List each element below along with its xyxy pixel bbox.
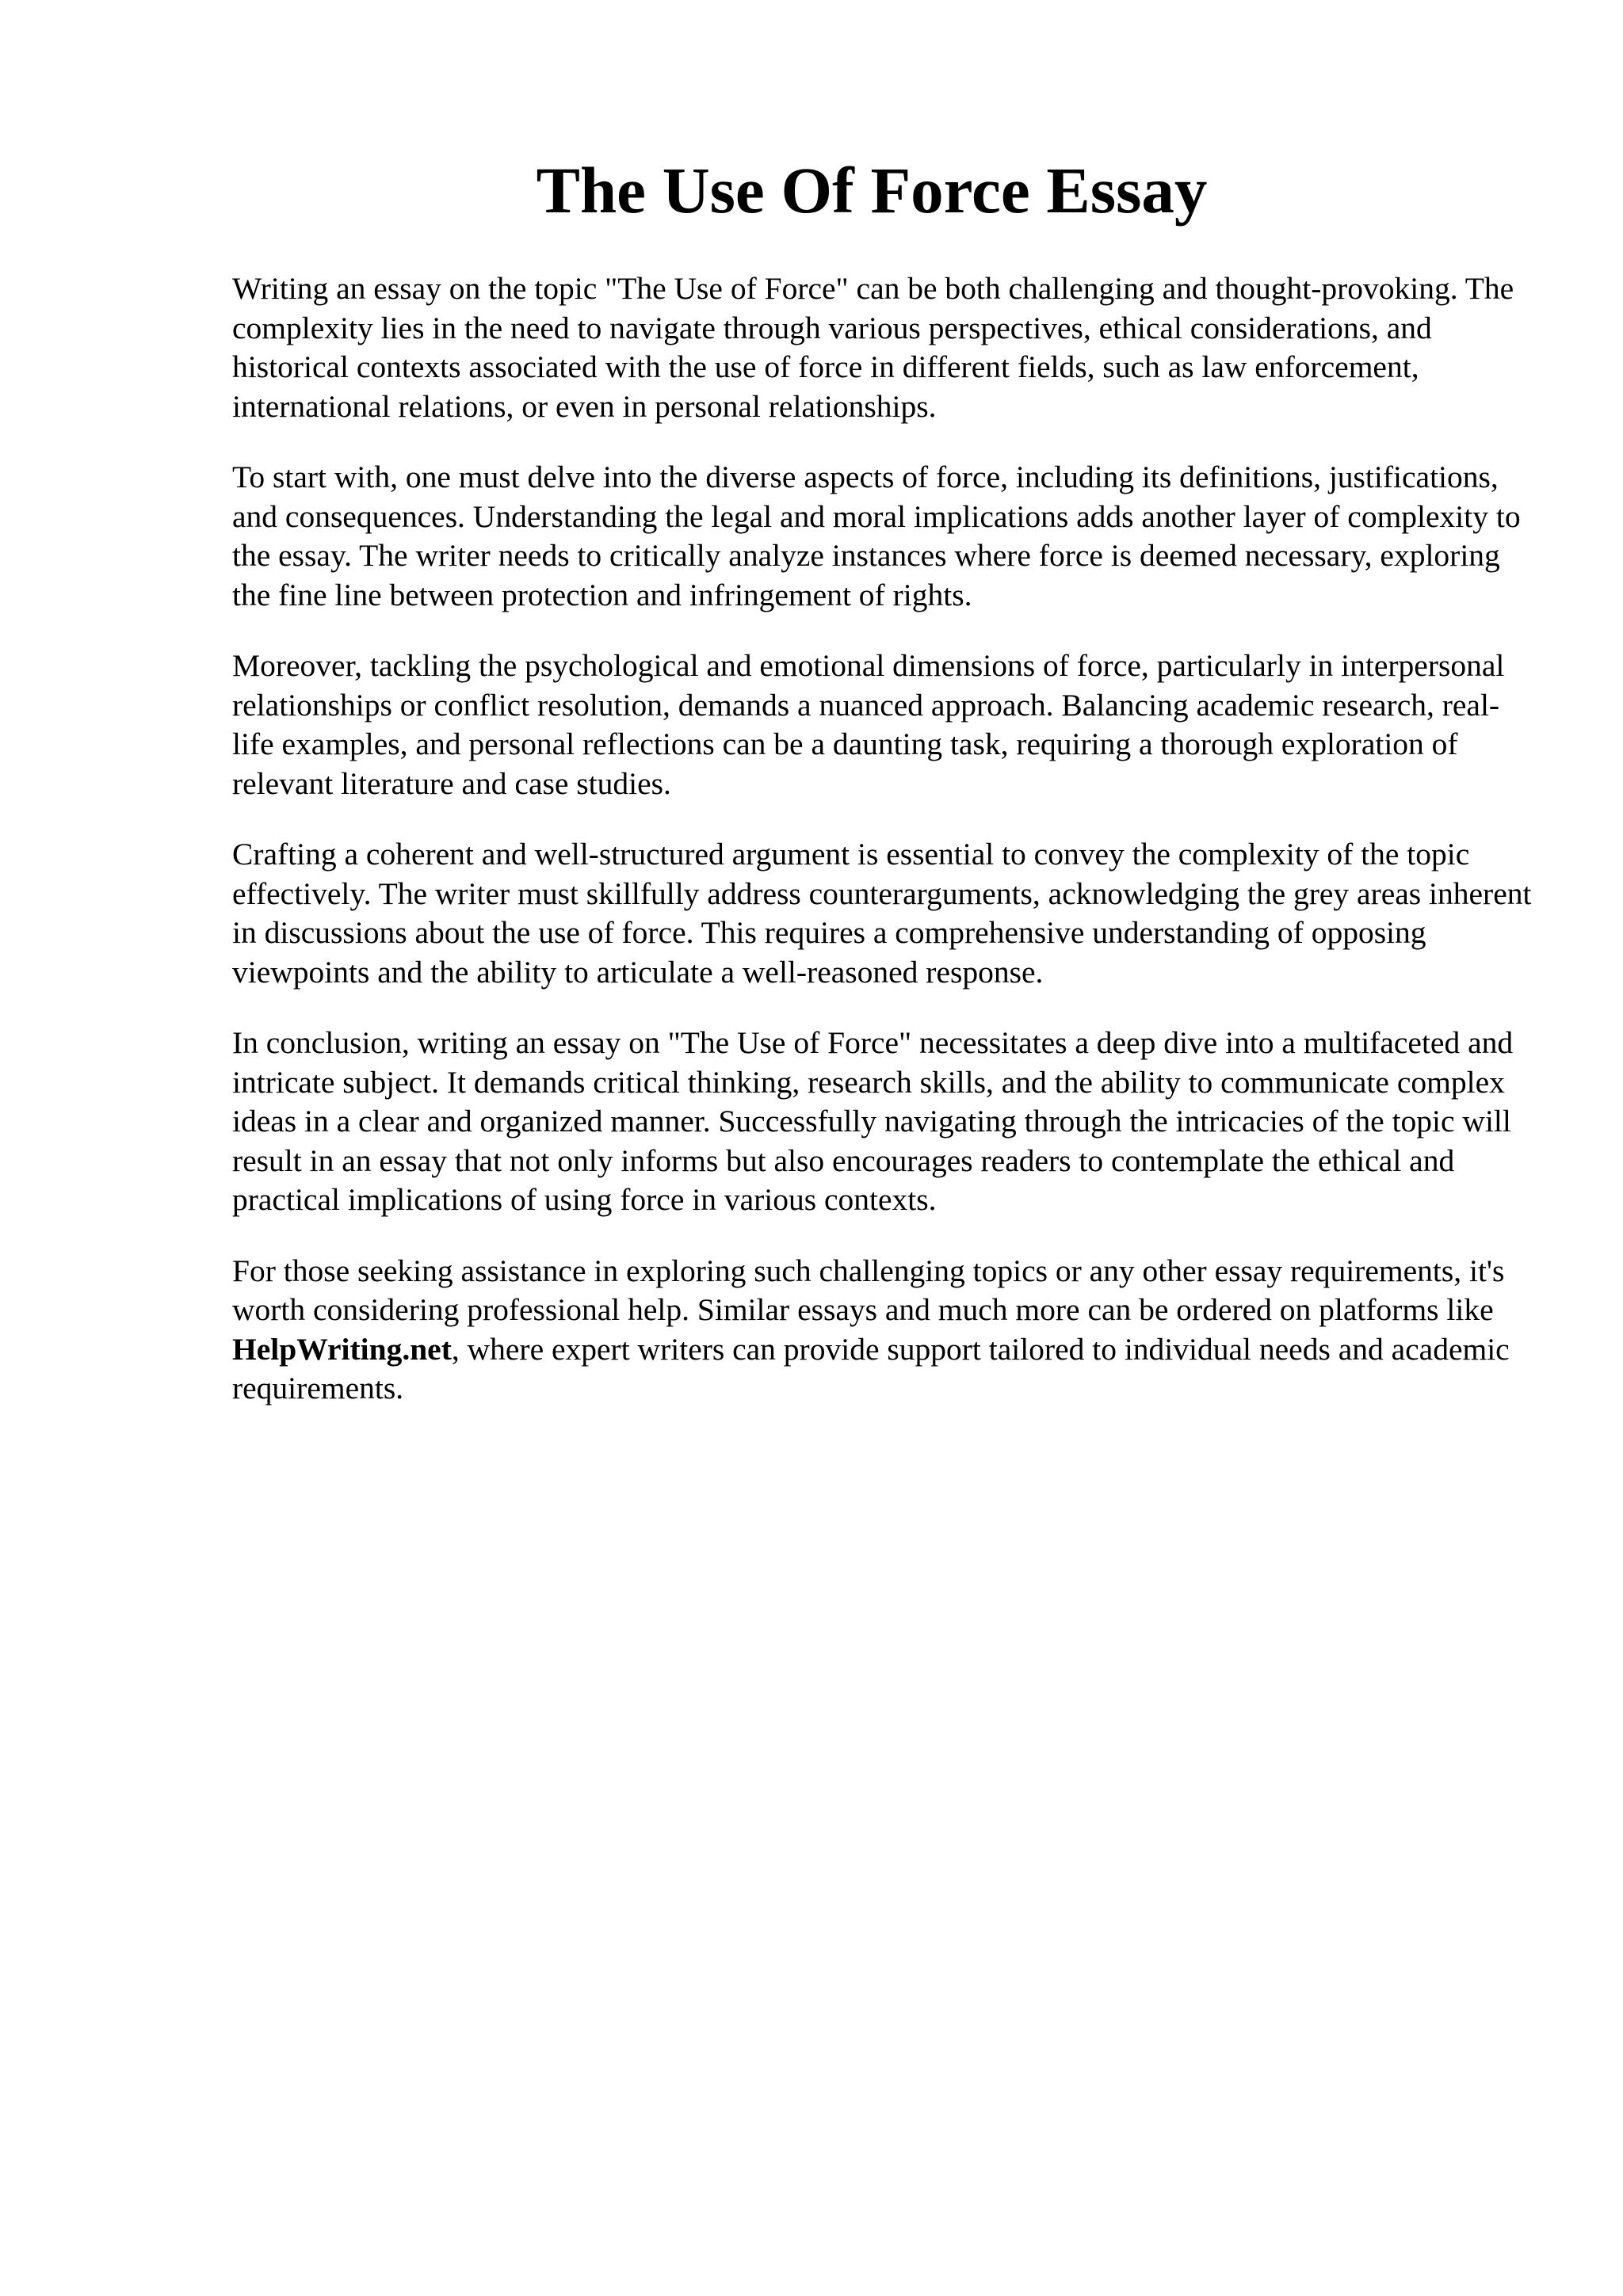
closing-text-after: , where expert writers can provide support tailored to individual needs and academic requirements.	[232, 1331, 1510, 1405]
closing-text-before: For those seeking assistance in exploring such challenging topics or any other essay requirements, it's worth considering professional help. Similar essays and much more can be ordered on platforms like	[232, 1253, 1505, 1327]
paragraph-2: To start with, one must delve into the diverse aspects of force, including its definitions, justifications, and consequences. Understanding the legal and moral implications adds another layer of complexity to the essay. The writer needs to critically analyze instances where force is deemed necessary, exploring the fine line between protection and infringement of rights.	[232, 460, 1521, 612]
paragraph-5: In conclusion, writing an essay on "The Use of Force" necessitates a deep dive into a multifaceted and intricate subject. It demands critical thinking, research skills, and the ability to communicate complex ideas in a clear and organized manner. Successfully navigating through the intricacies of the topic will result in an essay that not only informs but also encourages readers to contemplate the ethical and practical implications of using force in various contexts.	[232, 1025, 1514, 1217]
paragraph-4: Crafting a coherent and well-structured argument is essential to convey the complexity of the topic effectively. The writer must skillfully address counterarguments, acknowledging the grey areas inherent in discussions about the use of force. This requires a comprehensive understanding of opposing viewpoints and the ability to articulate a well-reasoned response.	[232, 837, 1532, 990]
paragraph-6	[232, 1252, 1532, 1409]
essay-body	[232, 269, 1532, 1440]
paragraph-1: Writing an essay on the topic "The Use of Force" can be both challenging and thought-provoking. The complexity lies in the need to navigate through various perspectives, ethical considerations, and historical contexts associated with the use of force in different fields, such as law enforcement, international relations, or even in personal relationships.	[232, 271, 1514, 424]
paragraph-3: Moreover, tackling the psychological and emotional dimensions of force, particularly in interpersonal relationships or conflict resolution, demands a nuanced approach. Balancing academic research, real-life examples, and personal reflections can be a daunting task, requiring a thorough exploration of relevant literature and case studies.	[232, 648, 1505, 801]
helpwriting-link[interactable]: HelpWriting.net	[232, 1331, 452, 1367]
page-title: The Use Of Force Essay	[536, 154, 1208, 227]
